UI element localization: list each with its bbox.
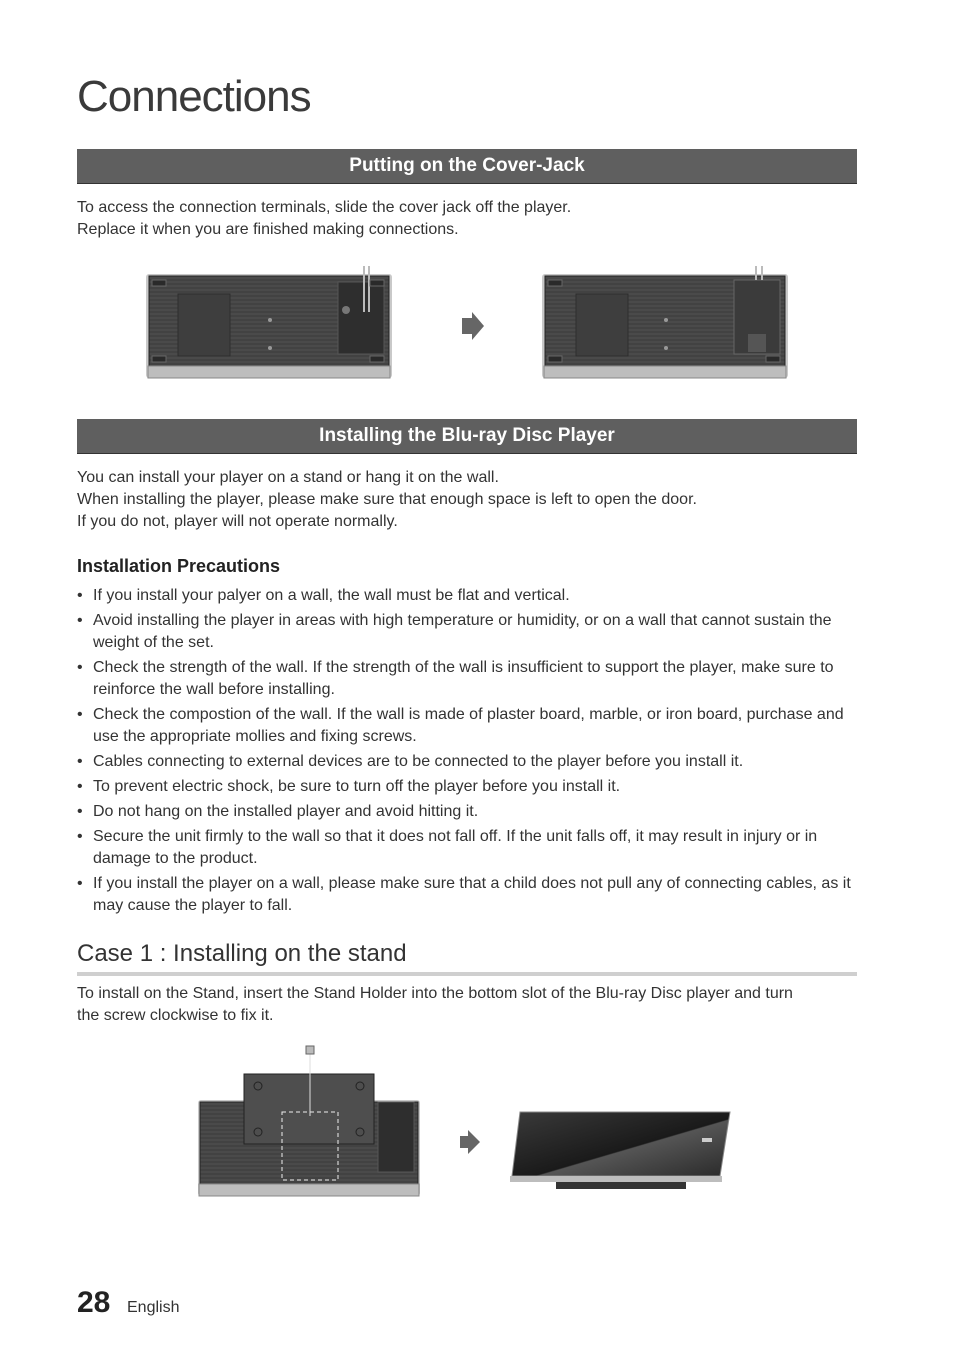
precautions-list xyxy=(77,585,862,920)
stand-installation-illustration xyxy=(190,1040,750,1210)
case1-heading: Case 1 : Installing on the stand xyxy=(77,940,407,967)
text-line: To install on the Stand, insert the Stand Holder into the bottom slot of the Blu-ray Disc player and turn xyxy=(77,985,793,1002)
list-item: • If you install your palyer on a wall, the wall must be flat and vertical. xyxy=(77,585,862,607)
list-item: • Check the compostion of the wall. If the wall is made of plaster board, marble, or iron board, purchase and use the appropriate mollies and fixing screws. xyxy=(77,704,862,748)
list-item: • To prevent electric shock, be sure to turn off the player before you install it. xyxy=(77,776,862,798)
list-item: • Secure the unit firmly to the wall so that it does not fall off. If the unit falls off, it may result in injury or in damage to the product. xyxy=(77,826,862,870)
page-language: English xyxy=(127,1299,180,1316)
list-item: • Do not hang on the installed player and avoid hitting it. xyxy=(77,801,862,823)
section-header-installing: Installing the Blu-ray Disc Player xyxy=(77,419,857,454)
case1-instructions xyxy=(77,983,857,1027)
page-title: Connections xyxy=(77,72,311,121)
case1-divider xyxy=(77,972,857,976)
list-item: • If you install the player on a wall, please make sure that a child does not pull any of connecting cables, as it may cause the player to fall. xyxy=(77,873,862,917)
text-line: You can install your player on a stand or hang it on the wall. xyxy=(77,469,499,486)
text-line: When installing the player, please make sure that enough space is left to open the door. xyxy=(77,491,697,508)
stand-holder-insert-image xyxy=(198,1046,420,1196)
arrow-right-icon xyxy=(462,312,484,340)
list-item: • Avoid installing the player in areas with high temperature or humidity, or on a wall that cannot sustain the weight of the set. xyxy=(77,610,862,654)
section-header-cover-jack: Putting on the Cover-Jack xyxy=(77,149,857,184)
cover-jack-instructions xyxy=(77,197,857,241)
player-rear-before-image xyxy=(146,266,392,378)
text-line: the screw clockwise to fix it. xyxy=(77,1007,274,1024)
text-line: To access the connection terminals, slide the cover jack off the player. xyxy=(77,199,572,216)
page-number: 28 xyxy=(77,1286,111,1319)
player-rear-after-image xyxy=(542,266,788,378)
cover-jack-illustration xyxy=(140,262,800,392)
text-line: Replace it when you are finished making connections. xyxy=(77,221,459,238)
list-item: • Cables connecting to external devices are to be connected to the player before you install it. xyxy=(77,751,862,773)
list-item: • Check the strength of the wall. If the strength of the wall is insufficient to support the player, make sure to reinforce the wall before installing. xyxy=(77,657,862,701)
installing-intro xyxy=(77,467,857,533)
arrow-right-icon xyxy=(460,1130,480,1154)
player-on-stand-image xyxy=(510,1112,730,1189)
text-line: If you do not, player will not operate normally. xyxy=(77,513,398,530)
precautions-heading: Installation Precautions xyxy=(77,556,281,576)
